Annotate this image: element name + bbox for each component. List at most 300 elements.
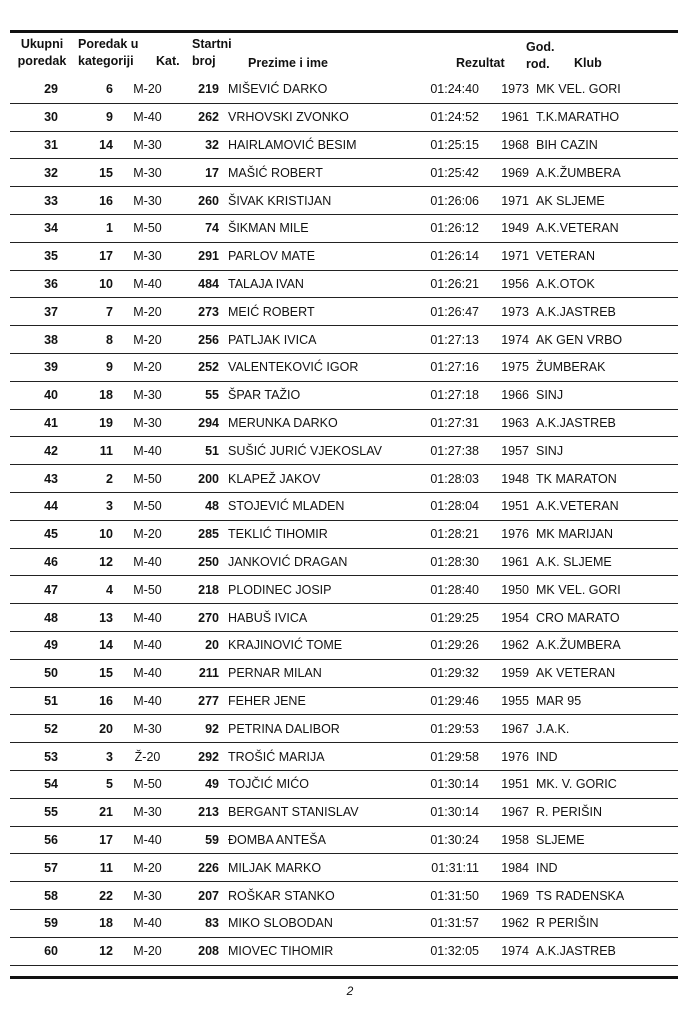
klub-cell: A.K.OTOK [529, 270, 678, 298]
godina-rodenja-cell: 1969 [479, 159, 529, 187]
rezultat-cell: 01:29:26 [419, 631, 479, 659]
startni-broj-cell: 208 [182, 937, 219, 965]
header-kat: Kat. [156, 54, 180, 68]
startni-broj-cell: 32 [182, 131, 219, 159]
prezime-ime-cell: SUŠIĆ JURIĆ VJEKOSLAV [219, 437, 419, 465]
rezultat-cell: 01:24:40 [419, 76, 479, 103]
rezultat-cell: 01:26:47 [419, 298, 479, 326]
rezultat-cell: 01:29:46 [419, 687, 479, 715]
ukupni-poredak-cell: 33 [10, 187, 58, 215]
startni-broj-cell: 59 [182, 826, 219, 854]
startni-broj-cell: 74 [182, 214, 219, 242]
table-row [10, 187, 678, 215]
startni-broj-cell: 48 [182, 492, 219, 520]
prezime-ime-cell: TEKLIĆ TIHOMIR [219, 520, 419, 548]
poredak-kategorija-cell: 6 [58, 76, 113, 103]
godina-rodenja-cell: 1973 [479, 298, 529, 326]
kategorija-cell: M-50 [113, 214, 182, 242]
ukupni-poredak-cell: 41 [10, 409, 58, 437]
kategorija-cell: M-30 [113, 798, 182, 826]
ukupni-poredak-cell: 45 [10, 520, 58, 548]
table-row [10, 576, 678, 604]
startni-broj-cell: 277 [182, 687, 219, 715]
startni-broj-cell: 49 [182, 770, 219, 798]
prezime-ime-cell: BERGANT STANISLAV [219, 798, 419, 826]
startni-broj-cell: 207 [182, 882, 219, 910]
table-row [10, 409, 678, 437]
poredak-kategorija-cell: 18 [58, 909, 113, 937]
poredak-kategorija-cell: 20 [58, 715, 113, 743]
godina-rodenja-cell: 1961 [479, 103, 529, 131]
rezultat-cell: 01:25:42 [419, 159, 479, 187]
godina-rodenja-cell: 1976 [479, 743, 529, 771]
rezultat-cell: 01:29:58 [419, 743, 479, 771]
klub-cell: J.A.K. [529, 715, 678, 743]
kategorija-cell: M-30 [113, 187, 182, 215]
table-row [10, 103, 678, 131]
klub-cell: BIH CAZIN [529, 131, 678, 159]
kategorija-cell: M-40 [113, 909, 182, 937]
klub-cell: A.K.ŽUMBERA [529, 631, 678, 659]
prezime-ime-cell: STOJEVIĆ MLADEN [219, 492, 419, 520]
table-row [10, 381, 678, 409]
prezime-ime-cell: ROŠKAR STANKO [219, 882, 419, 910]
ukupni-poredak-cell: 53 [10, 743, 58, 771]
godina-rodenja-cell: 1962 [479, 909, 529, 937]
ukupni-poredak-cell: 29 [10, 76, 58, 103]
table-row [10, 465, 678, 493]
header-god-rod [526, 39, 554, 73]
klub-cell: MK VEL. GORI [529, 76, 678, 103]
prezime-ime-cell: MERUNKA DARKO [219, 409, 419, 437]
poredak-kategorija-cell: 10 [58, 520, 113, 548]
klub-cell: A.K.VETERAN [529, 214, 678, 242]
prezime-ime-cell: FEHER JENE [219, 687, 419, 715]
kategorija-cell: M-50 [113, 576, 182, 604]
klub-cell: MK MARIJAN [529, 520, 678, 548]
klub-cell: CRO MARATO [529, 604, 678, 632]
ukupni-poredak-cell: 52 [10, 715, 58, 743]
ukupni-poredak-cell: 51 [10, 687, 58, 715]
godina-rodenja-cell: 1954 [479, 604, 529, 632]
klub-cell: T.K.MARATHO [529, 103, 678, 131]
table-row [10, 770, 678, 798]
poredak-kategorija-cell: 5 [58, 770, 113, 798]
ukupni-poredak-cell: 54 [10, 770, 58, 798]
prezime-ime-cell: VALENTEKOVIĆ IGOR [219, 353, 419, 381]
ukupni-poredak-cell: 60 [10, 937, 58, 965]
top-rule [10, 30, 678, 33]
prezime-ime-cell: PATLJAK IVICA [219, 326, 419, 354]
startni-broj-cell: 55 [182, 381, 219, 409]
prezime-ime-cell: MAŠIĆ ROBERT [219, 159, 419, 187]
prezime-ime-cell: MIŠEVIĆ DARKO [219, 76, 419, 103]
rezultat-cell: 01:26:06 [419, 187, 479, 215]
rezultat-cell: 01:27:18 [419, 381, 479, 409]
table-row [10, 631, 678, 659]
poredak-kategorija-cell: 3 [58, 492, 113, 520]
table-row [10, 437, 678, 465]
startni-broj-cell: 294 [182, 409, 219, 437]
kategorija-cell: M-40 [113, 826, 182, 854]
table-row [10, 854, 678, 882]
poredak-kategorija-cell: 12 [58, 548, 113, 576]
rezultat-cell: 01:27:31 [419, 409, 479, 437]
klub-cell: MAR 95 [529, 687, 678, 715]
startni-broj-cell: 285 [182, 520, 219, 548]
prezime-ime-cell: TALAJA IVAN [219, 270, 419, 298]
rezultat-cell: 01:28:30 [419, 548, 479, 576]
klub-cell: A.K.ŽUMBERA [529, 159, 678, 187]
header-poredak-kategoriji [78, 36, 150, 70]
godina-rodenja-cell: 1951 [479, 492, 529, 520]
poredak-kategorija-cell: 13 [58, 604, 113, 632]
rezultat-cell: 01:27:16 [419, 353, 479, 381]
header-god-line2: rod. [526, 57, 550, 71]
startni-broj-cell: 250 [182, 548, 219, 576]
klub-cell: MK VEL. GORI [529, 576, 678, 604]
prezime-ime-cell: MIKO SLOBODAN [219, 909, 419, 937]
bottom-rule [10, 976, 678, 979]
poredak-kategorija-cell: 14 [58, 131, 113, 159]
poredak-kategorija-cell: 9 [58, 353, 113, 381]
kategorija-cell: M-20 [113, 520, 182, 548]
header-rezultat: Rezultat [456, 56, 505, 70]
startni-broj-cell: 213 [182, 798, 219, 826]
poredak-kategorija-cell: 17 [58, 242, 113, 270]
rezultat-cell: 01:30:14 [419, 770, 479, 798]
rezultat-cell: 01:30:14 [419, 798, 479, 826]
prezime-ime-cell: MIOVEC TIHOMIR [219, 937, 419, 965]
startni-broj-cell: 20 [182, 631, 219, 659]
header-prezime-ime: Prezime i ime [248, 56, 328, 70]
godina-rodenja-cell: 1968 [479, 131, 529, 159]
godina-rodenja-cell: 1948 [479, 465, 529, 493]
prezime-ime-cell: ŠPAR TAŽIO [219, 381, 419, 409]
prezime-ime-cell: PARLOV MATE [219, 242, 419, 270]
prezime-ime-cell: TOJČIĆ MIĆO [219, 770, 419, 798]
startni-broj-cell: 200 [182, 465, 219, 493]
table-row [10, 353, 678, 381]
klub-cell: AK VETERAN [529, 659, 678, 687]
ukupni-poredak-cell: 30 [10, 103, 58, 131]
ukupni-poredak-cell: 50 [10, 659, 58, 687]
rezultat-cell: 01:24:52 [419, 103, 479, 131]
rezultat-cell: 01:29:25 [419, 604, 479, 632]
klub-cell: VETERAN [529, 242, 678, 270]
startni-broj-cell: 270 [182, 604, 219, 632]
prezime-ime-cell: KLAPEŽ JAKOV [219, 465, 419, 493]
table-row [10, 214, 678, 242]
kategorija-cell: M-30 [113, 409, 182, 437]
rezultat-cell: 01:31:57 [419, 909, 479, 937]
poredak-kategorija-cell: 12 [58, 937, 113, 965]
poredak-kategorija-cell: 3 [58, 743, 113, 771]
kategorija-cell: M-40 [113, 103, 182, 131]
rezultat-cell: 01:28:03 [419, 465, 479, 493]
godina-rodenja-cell: 1966 [479, 381, 529, 409]
header-startni-broj [192, 36, 232, 70]
ukupni-poredak-cell: 36 [10, 270, 58, 298]
table-row [10, 659, 678, 687]
klub-cell: AK SLJEME [529, 187, 678, 215]
godina-rodenja-cell: 1957 [479, 437, 529, 465]
kategorija-cell: M-40 [113, 437, 182, 465]
table-row [10, 715, 678, 743]
poredak-kategorija-cell: 22 [58, 882, 113, 910]
klub-cell: A.K.JASTREB [529, 409, 678, 437]
ukupni-poredak-cell: 46 [10, 548, 58, 576]
header-ukupni-line2: poredak [17, 54, 67, 68]
table-row [10, 326, 678, 354]
ukupni-poredak-cell: 59 [10, 909, 58, 937]
startni-broj-cell: 262 [182, 103, 219, 131]
poredak-kategorija-cell: 15 [58, 159, 113, 187]
rezultat-cell: 01:26:14 [419, 242, 479, 270]
ukupni-poredak-cell: 56 [10, 826, 58, 854]
godina-rodenja-cell: 1961 [479, 548, 529, 576]
kategorija-cell: M-20 [113, 353, 182, 381]
klub-cell: IND [529, 743, 678, 771]
prezime-ime-cell: VRHOVSKI ZVONKO [219, 103, 419, 131]
klub-cell: SINJ [529, 437, 678, 465]
table-row [10, 798, 678, 826]
rezultat-cell: 01:26:21 [419, 270, 479, 298]
poredak-kategorija-cell: 18 [58, 381, 113, 409]
kategorija-cell: M-50 [113, 465, 182, 493]
results-body [10, 76, 678, 965]
table-row [10, 826, 678, 854]
kategorija-cell: M-50 [113, 492, 182, 520]
prezime-ime-cell: PLODINEC JOSIP [219, 576, 419, 604]
prezime-ime-cell: PETRINA DALIBOR [219, 715, 419, 743]
ukupni-poredak-cell: 40 [10, 381, 58, 409]
klub-cell: A.K.JASTREB [529, 298, 678, 326]
klub-cell: R. PERIŠIN [529, 798, 678, 826]
godina-rodenja-cell: 1971 [479, 187, 529, 215]
table-row [10, 937, 678, 965]
kategorija-cell: M-20 [113, 76, 182, 103]
kategorija-cell: M-30 [113, 715, 182, 743]
prezime-ime-cell: HAIRLAMOVIĆ BESIM [219, 131, 419, 159]
ukupni-poredak-cell: 48 [10, 604, 58, 632]
kategorija-cell: M-30 [113, 381, 182, 409]
header-ukupni-poredak [12, 36, 72, 70]
kategorija-cell: M-40 [113, 631, 182, 659]
ukupni-poredak-cell: 42 [10, 437, 58, 465]
table-row [10, 882, 678, 910]
godina-rodenja-cell: 1971 [479, 242, 529, 270]
rezultat-cell: 01:27:38 [419, 437, 479, 465]
startni-broj-cell: 292 [182, 743, 219, 771]
prezime-ime-cell: ŠIKMAN MILE [219, 214, 419, 242]
table-row [10, 270, 678, 298]
godina-rodenja-cell: 1974 [479, 937, 529, 965]
startni-broj-cell: 17 [182, 159, 219, 187]
klub-cell: ŽUMBERAK [529, 353, 678, 381]
table-row [10, 242, 678, 270]
prezime-ime-cell: HABUŠ IVICA [219, 604, 419, 632]
ukupni-poredak-cell: 37 [10, 298, 58, 326]
kategorija-cell: M-20 [113, 937, 182, 965]
klub-cell: TK MARATON [529, 465, 678, 493]
poredak-kategorija-cell: 16 [58, 687, 113, 715]
table-row [10, 743, 678, 771]
ukupni-poredak-cell: 44 [10, 492, 58, 520]
startni-broj-cell: 226 [182, 854, 219, 882]
klub-cell: MK. V. GORIC [529, 770, 678, 798]
header-startni-line2: broj [192, 54, 216, 68]
kategorija-cell: M-30 [113, 131, 182, 159]
prezime-ime-cell: ĐOMBA ANTEŠA [219, 826, 419, 854]
godina-rodenja-cell: 1949 [479, 214, 529, 242]
ukupni-poredak-cell: 38 [10, 326, 58, 354]
kategorija-cell: M-20 [113, 854, 182, 882]
startni-broj-cell: 83 [182, 909, 219, 937]
kategorija-cell: M-40 [113, 687, 182, 715]
poredak-kategorija-cell: 8 [58, 326, 113, 354]
ukupni-poredak-cell: 35 [10, 242, 58, 270]
rezultat-cell: 01:30:24 [419, 826, 479, 854]
godina-rodenja-cell: 1973 [479, 76, 529, 103]
kategorija-cell: M-40 [113, 604, 182, 632]
prezime-ime-cell: ŠIVAK KRISTIJAN [219, 187, 419, 215]
poredak-kategorija-cell: 7 [58, 298, 113, 326]
table-row [10, 131, 678, 159]
rezultat-cell: 01:28:40 [419, 576, 479, 604]
poredak-kategorija-cell: 9 [58, 103, 113, 131]
poredak-kategorija-cell: 21 [58, 798, 113, 826]
table-row [10, 298, 678, 326]
poredak-kategorija-cell: 15 [58, 659, 113, 687]
poredak-kategorija-cell: 10 [58, 270, 113, 298]
table-row [10, 909, 678, 937]
table-row [10, 548, 678, 576]
klub-cell: A.K.VETERAN [529, 492, 678, 520]
prezime-ime-cell: JANKOVIĆ DRAGAN [219, 548, 419, 576]
prezime-ime-cell: MILJAK MARKO [219, 854, 419, 882]
godina-rodenja-cell: 1951 [479, 770, 529, 798]
kategorija-cell: M-30 [113, 242, 182, 270]
godina-rodenja-cell: 1984 [479, 854, 529, 882]
rezultat-cell: 01:32:05 [419, 937, 479, 965]
startni-broj-cell: 273 [182, 298, 219, 326]
kategorija-cell: M-40 [113, 548, 182, 576]
header-klub: Klub [574, 56, 602, 70]
startni-broj-cell: 211 [182, 659, 219, 687]
poredak-kategorija-cell: 14 [58, 631, 113, 659]
startni-broj-cell: 256 [182, 326, 219, 354]
godina-rodenja-cell: 1962 [479, 631, 529, 659]
godina-rodenja-cell: 1963 [479, 409, 529, 437]
header-poredak-line2: kategoriji [78, 54, 134, 68]
rezultat-cell: 01:27:13 [419, 326, 479, 354]
table-row [10, 687, 678, 715]
rezultat-cell: 01:29:53 [419, 715, 479, 743]
table-row [10, 492, 678, 520]
page-number: 2 [346, 984, 354, 998]
godina-rodenja-cell: 1958 [479, 826, 529, 854]
poredak-kategorija-cell: 1 [58, 214, 113, 242]
startni-broj-cell: 260 [182, 187, 219, 215]
table-row [10, 159, 678, 187]
godina-rodenja-cell: 1950 [479, 576, 529, 604]
table-row [10, 76, 678, 103]
poredak-kategorija-cell: 17 [58, 826, 113, 854]
godina-rodenja-cell: 1967 [479, 798, 529, 826]
kategorija-cell: M-20 [113, 298, 182, 326]
kategorija-cell: M-30 [113, 159, 182, 187]
ukupni-poredak-cell: 32 [10, 159, 58, 187]
poredak-kategorija-cell: 4 [58, 576, 113, 604]
poredak-kategorija-cell: 16 [58, 187, 113, 215]
klub-cell: SINJ [529, 381, 678, 409]
rezultat-cell: 01:28:04 [419, 492, 479, 520]
rezultat-cell: 01:31:50 [419, 882, 479, 910]
ukupni-poredak-cell: 57 [10, 854, 58, 882]
startni-broj-cell: 484 [182, 270, 219, 298]
ukupni-poredak-cell: 39 [10, 353, 58, 381]
godina-rodenja-cell: 1956 [479, 270, 529, 298]
kategorija-cell: M-30 [113, 882, 182, 910]
rezultat-cell: 01:28:21 [419, 520, 479, 548]
prezime-ime-cell: PERNAR MILAN [219, 659, 419, 687]
ukupni-poredak-cell: 34 [10, 214, 58, 242]
prezime-ime-cell: TROŠIĆ MARIJA [219, 743, 419, 771]
godina-rodenja-cell: 1955 [479, 687, 529, 715]
godina-rodenja-cell: 1976 [479, 520, 529, 548]
header-startni-line1: Startni [192, 37, 232, 51]
godina-rodenja-cell: 1969 [479, 882, 529, 910]
godina-rodenja-cell: 1975 [479, 353, 529, 381]
poredak-kategorija-cell: 11 [58, 854, 113, 882]
startni-broj-cell: 92 [182, 715, 219, 743]
klub-cell: A.K.JASTREB [529, 937, 678, 965]
godina-rodenja-cell: 1974 [479, 326, 529, 354]
godina-rodenja-cell: 1959 [479, 659, 529, 687]
poredak-kategorija-cell: 19 [58, 409, 113, 437]
header-god-line1: God. [526, 40, 555, 54]
kategorija-cell: M-40 [113, 659, 182, 687]
klub-cell: A.K. SLJEME [529, 548, 678, 576]
rezultat-cell: 01:25:15 [419, 131, 479, 159]
rezultat-cell: 01:31:11 [419, 854, 479, 882]
ukupni-poredak-cell: 47 [10, 576, 58, 604]
klub-cell: AK GEN VRBO [529, 326, 678, 354]
kategorija-cell: M-20 [113, 326, 182, 354]
kategorija-cell: Ž-20 [113, 743, 182, 771]
prezime-ime-cell: KRAJINOVIĆ TOME [219, 631, 419, 659]
ukupni-poredak-cell: 31 [10, 131, 58, 159]
results-table [10, 76, 678, 966]
startni-broj-cell: 252 [182, 353, 219, 381]
startni-broj-cell: 219 [182, 76, 219, 103]
godina-rodenja-cell: 1967 [479, 715, 529, 743]
header-ukupni-line1: Ukupni [20, 37, 64, 51]
ukupni-poredak-cell: 43 [10, 465, 58, 493]
kategorija-cell: M-50 [113, 770, 182, 798]
startni-broj-cell: 218 [182, 576, 219, 604]
startni-broj-cell: 291 [182, 242, 219, 270]
startni-broj-cell: 51 [182, 437, 219, 465]
ukupni-poredak-cell: 58 [10, 882, 58, 910]
klub-cell: R PERIŠIN [529, 909, 678, 937]
table-row [10, 520, 678, 548]
ukupni-poredak-cell: 55 [10, 798, 58, 826]
kategorija-cell: M-40 [113, 270, 182, 298]
klub-cell: IND [529, 854, 678, 882]
klub-cell: SLJEME [529, 826, 678, 854]
